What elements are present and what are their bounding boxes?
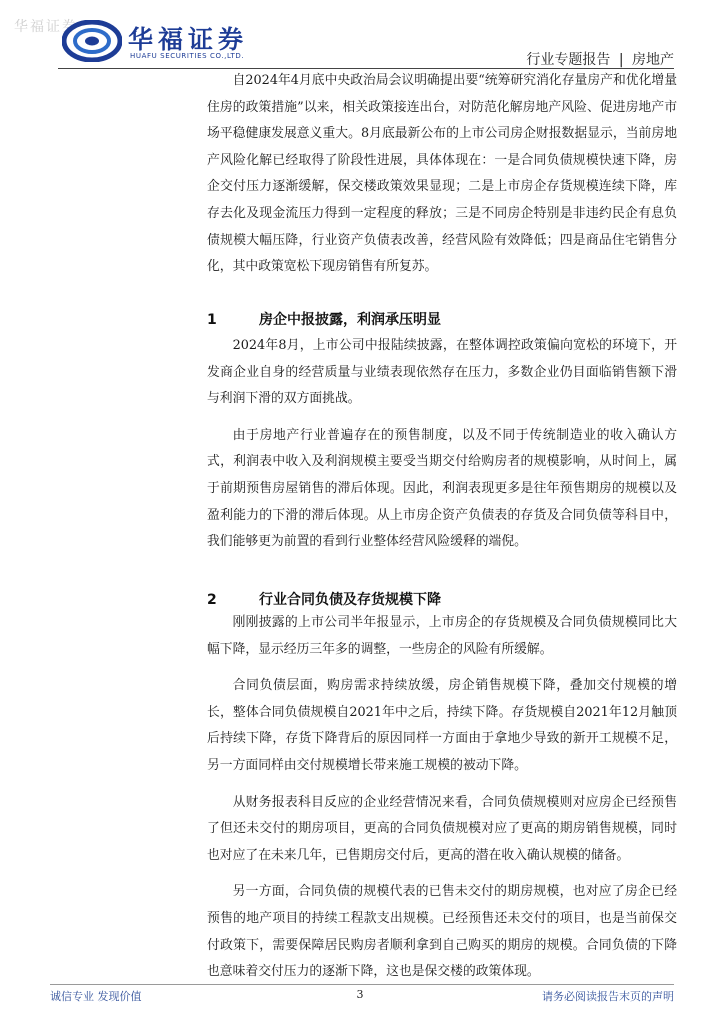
header-report-label <box>526 49 674 69</box>
section-title: 行业合同负债及存货规模下降 <box>259 592 441 608</box>
logo-company-name-en: HUAFU SECURITIES CO.,LTD. <box>130 52 245 60</box>
section-heading-1 <box>207 309 677 329</box>
industry-name: 房地产 <box>632 52 674 68</box>
section-number: 1 <box>207 312 217 328</box>
report-type: 行业专题报告 <box>526 52 611 68</box>
body-paragraph: 另一方面，合同负债的规模代表的已售未交付的期房规模，也对应了房企已经预售的地产项目的持续工程款支出规模。已经预售还未交付的项目，也是当前保交付政策下，需要保障居民购房者顺利拿到自己购买的期房的规模。合同负债的下降也意味着交付压力的逐渐下降，这也是保交楼的政策体现。 <box>207 884 677 980</box>
body-paragraph: 从财务报表科目反应的企业经营情况来看，合同负债规模则对应房企已经预售了但还未交付的期房项目，更高的合同负债规模对应了更高的期房销售规模，同时也对应了在未来几年，已售期房交付后，更高的潜在收入确认规模的储备。 <box>207 794 677 863</box>
intro-block <box>207 68 677 281</box>
logo-swirl-icon <box>62 20 122 62</box>
intro-paragraph: 自2024年4月底中央政治局会议明确提出要“统筹研究消化存量房产和优化增量住房的政策措施”以来，相关政策接连出台，对防范化解房地产风险、促进房地产市场平稳健康发展意义重大。8月底最新公布的上市公司房企财报数据显示，当前房地产风险化解已经取得了阶段性进展，具体体现在：一是合同负债规模快速下降，房企交付压力逐渐缓解，保交楼政策效果显现；二是上市房企存货规模连续下降，库存去化及现金流压力得到一定程度的释放；三是不同房企特别是非违约民企有息负债规模大幅压降，行业资产负债表改善，经营风险有效降低；四是商品住宅销售分化，其中政策宽松下现房销售有所复苏。 <box>207 73 677 275</box>
company-logo <box>62 18 272 66</box>
body-paragraph: 刚刚披露的上市公司半年报显示，上市房企的存货规模及合同负债规模同比大幅下降，显示经历三年多的调整，一些房企的风险有所缓解。 <box>207 615 677 657</box>
section-title: 房企中报披露，利润承压明显 <box>259 312 441 328</box>
section-2-body <box>207 610 677 986</box>
body-paragraph: 2024年8月，上市公司中报陆续披露，在整体调控政策偏向宽松的环境下，开发商企业自身的经营质量与业绩表现依然存在压力，多数企业仍目面临销售额下滑与利润下滑的双方面挑战。 <box>207 338 677 407</box>
footer-slogan: 诚信专业 发现价值 <box>50 990 142 1003</box>
body-paragraph: 由于房地产行业普遍存在的预售制度，以及不同于传统制造业的收入确认方式，利润表中收入及利润规模主要受当期交付给购房者的规模影响，从时间上，属于前期预售房屋销售的滞后体现。因此，利润表现更多是往年预售期房的规模以及盈利能力的下滑的滞后体现。从上市房企资产负债表的存货及合同负债等科目中，我们能够更为前置的看到行业整体经营风险缓释的端倪。 <box>207 427 677 550</box>
logo-company-name: 华福证券 <box>128 25 249 54</box>
footer-disclaimer: 请务必阅读报告末页的声明 <box>542 990 674 1003</box>
section-1-body <box>207 333 677 556</box>
body-paragraph: 合同负债层面，购房需求持续放缓，房企销售规模下降，叠加交付规模的增长，整体合同负债规模自2021年中之后，持续下降。存货规模自2021年12月触顶后持续下降，存货下降背后的原因同样一方面由于拿地少导致的新开工规模不足，另一方面同样由交付规模增长带来施工规模的被动下降。 <box>207 678 677 773</box>
section-heading-2 <box>207 589 677 609</box>
header-separator: | <box>618 52 624 68</box>
page-number: 3 <box>356 988 364 1001</box>
section-number: 2 <box>207 592 217 608</box>
footer-divider <box>50 984 674 985</box>
watermark-text: 华福证券 <box>14 19 78 35</box>
